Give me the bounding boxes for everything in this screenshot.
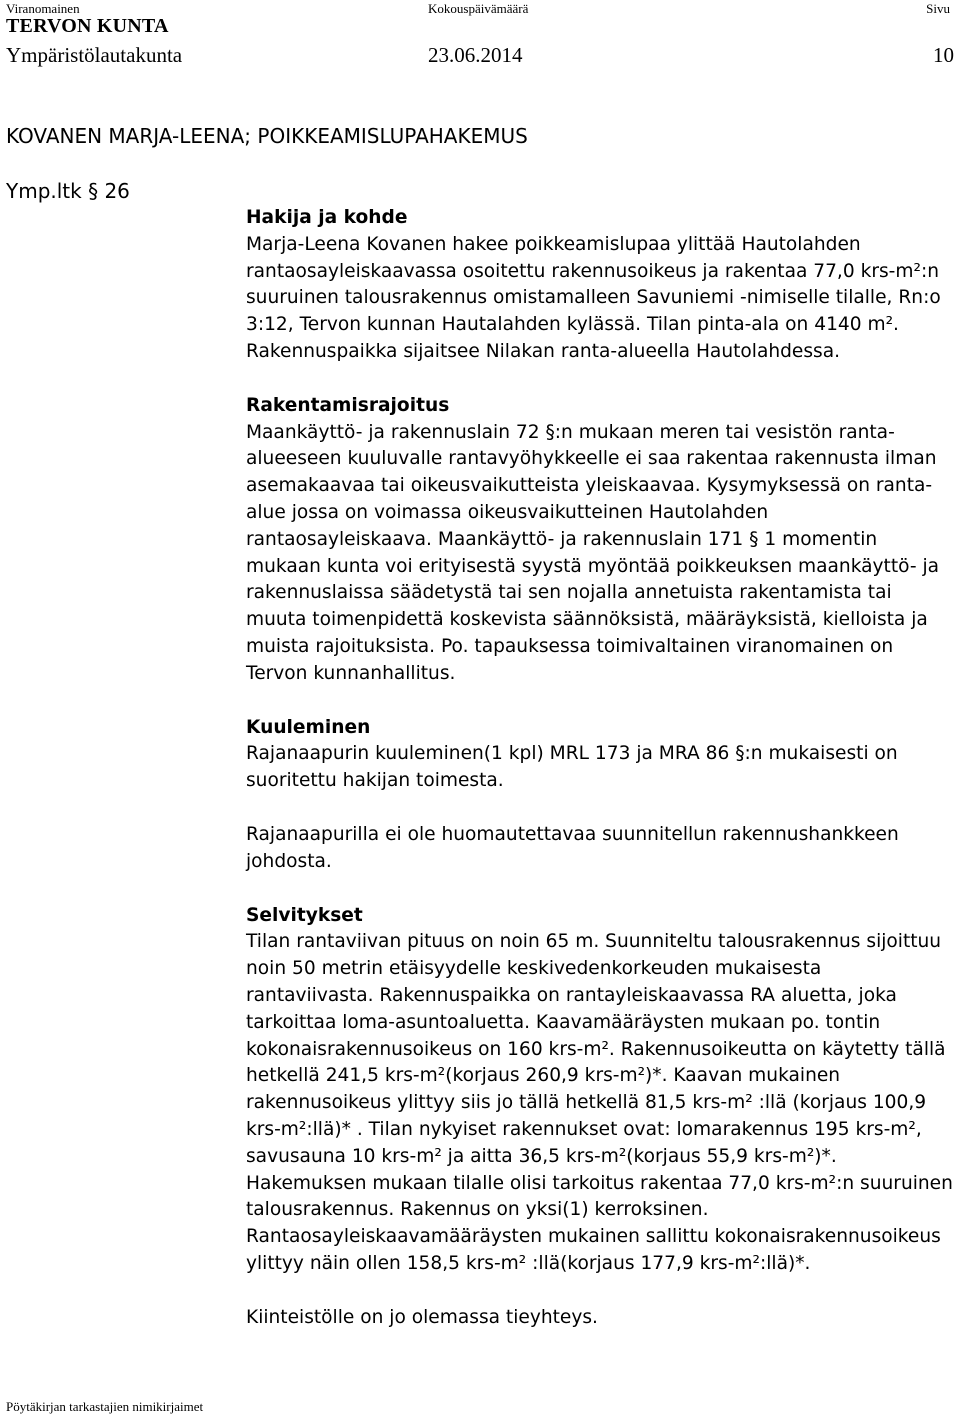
paragraph-findings-1: Tilan rantaviivan pituus on noin 65 m. Suunniteltu talousrakennus sijoittuu noin 50 metrin etäisyydelle keskivedenkorkeuden mukaisesta rantaviivasta. Rakennuspaikka on rantayleiskaavassa RA aluetta, joka tarkoittaa loma-asuntoaluetta. Kaavamääräysten mukaan po. tontin kokonaisrakennusoikeus on 160 krs-m². Rakennusoikeutta on käytetty tällä hetkellä 241,5 krs-m²(korjaus 260,9 krs-m²)*. Kaavan mukainen rakennusoikeus ylittyy siis jo tällä hetkellä 81,5 krs-m² :llä (korjaus 100,9 krs-m²:llä)* . Tilan nykyiset rakennukset ovat: lomarakennus 195 krs-m², savusauna 10 krs-m² ja aitta 36,5 krs-m²(korjaus 55,9 krs-m²)*. Hakemuksen mukaan tilalle olisi tarkoitus rakentaa 77,0 krs-m²:n suuruinen talousrakennus. Rakennus on yksi(1) kerroksinen. Rantaosayleiskaavamääräysten mukainen sallittu kokonaisrakennusoikeus ylittyy näin ollen 158,5 krs-m² :llä(korjaus 177,9 krs-m²:llä)*. <box>246 931 953 1274</box>
page-label: Sivu <box>926 1 950 16</box>
paragraph-findings-2: Kiinteistölle on jo olemassa tieyhteys. <box>246 1306 598 1328</box>
page-number: 10 <box>933 43 954 67</box>
paragraph-hearing-1: Rajanaapurin kuuleminen(1 kpl) MRL 173 ja MRA 86 §:n mukaisesti on suoritettu hakijan toimesta. <box>246 743 898 792</box>
authority-label: Viranomainen <box>6 1 80 16</box>
meeting-date: 23.06.2014 <box>428 43 523 67</box>
date-label: Kokouspäivämäärä <box>428 1 529 16</box>
heading-applicant: Hakija ja kohde <box>246 207 408 228</box>
section-reference: Ymp.ltk § 26 <box>6 179 130 203</box>
heading-hearing: Kuuleminen <box>246 716 371 738</box>
heading-restriction: Rakentamisrajoitus <box>246 394 450 416</box>
paragraph-hearing-2: Rajanaapurilla ei ole huomautettavaa suunnitellun rakennushankkeen johdosta. <box>246 823 899 872</box>
heading-findings: Selvitykset <box>246 904 363 926</box>
organization-name: TERVON KUNTA <box>6 15 169 37</box>
paragraph-applicant: Marja-Leena Kovanen hakee poikkeamislupaa ylittää Hautolahden rantaosayleiskaavassa osoitettu rakennusoikeus ja rakentaa 77,0 krs-m²:n suuruinen talousrakennus omistamalleen Savuniemi -nimiselle tilalle, Rn:o 3:12, Tervon kunnan Hautalahden kylässä. Tilan pinta-ala on 4140 m². Rakennuspaikka sijaitsee Nilakan ranta-alueella Hautolahdessa. <box>246 233 941 362</box>
paragraph-restriction: Maankäyttö- ja rakennuslain 72 §:n mukaan meren tai vesistön ranta-alueeseen kuuluvalle rantavyöhykkeelle ei saa rakentaa rakennusta ilman asemakaavaa tai oikeusvaikutteista yleiskaavaa. Kysymyksessä on ranta-alue jossa on voimassa oikeusvaikutteinen Hautolahden rantaosayleiskaava. Maankäyttö- ja rakennuslain 171 § 1 momentin mukaan kunta voi erityisestä syystä myöntää poikkeuksen maankäyttö- ja rakennuslaissa säädetystä tai sen nojalla annetuista rakentamista tai muuta toimenpidettä koskevista säännöksistä, määräyksistä, kielloista ja muista rajoituksista. Po. tapauksessa toimivaltainen viranomainen on Tervon kunnanhallitus. <box>246 421 940 684</box>
document-body <box>246 205 954 1331</box>
footer-signature-label: Pöytäkirjan tarkastajien nimikirjaimet <box>6 1399 204 1414</box>
committee-name: Ympäristölautakunta <box>6 43 183 67</box>
document-title: KOVANEN MARJA-LEENA; POIKKEAMISLUPAHAKEMUS <box>6 124 528 148</box>
